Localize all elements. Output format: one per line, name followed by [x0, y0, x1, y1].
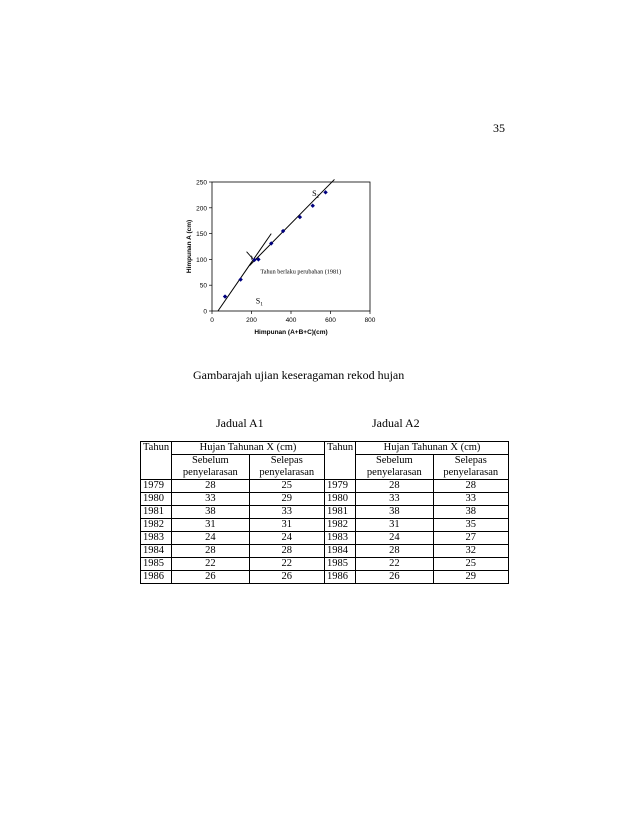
value-cell: 28 [356, 480, 433, 493]
data-point [311, 204, 315, 208]
header-hujan-a2: Hujan Tahunan X (cm) [356, 442, 509, 455]
value-cell: 22 [356, 558, 433, 571]
value-cell: 26 [356, 571, 433, 584]
value-cell: 38 [433, 506, 508, 519]
value-cell: 29 [433, 571, 508, 584]
table-row [141, 480, 509, 493]
table-row [141, 506, 509, 519]
value-cell: 31 [249, 519, 324, 532]
value-cell: 33 [249, 506, 324, 519]
table-row [141, 558, 509, 571]
value-cell: 31 [172, 519, 249, 532]
value-cell: 24 [249, 532, 324, 545]
value-cell: 28 [356, 545, 433, 558]
year-cell: 1986 [324, 571, 355, 584]
value-cell: 24 [356, 532, 433, 545]
x-tick-label: 0 [210, 317, 214, 324]
year-cell: 1981 [141, 506, 172, 519]
year-cell: 1983 [141, 532, 172, 545]
value-cell: 29 [249, 493, 324, 506]
header-selepas-a1: Selepas penyelarasan [249, 455, 324, 480]
table-row [141, 545, 509, 558]
value-cell: 22 [249, 558, 324, 571]
y-axis-label: Himpunan A (cm) [186, 219, 193, 274]
value-cell: 33 [433, 493, 508, 506]
value-cell: 28 [433, 480, 508, 493]
annotation-arrowhead [251, 255, 253, 260]
table-a2-title: Jadual A2 [372, 416, 420, 430]
year-cell: 1979 [141, 480, 172, 493]
year-cell: 1984 [141, 545, 172, 558]
value-cell: 28 [249, 545, 324, 558]
year-cell: 1982 [141, 519, 172, 532]
value-cell: 28 [172, 480, 249, 493]
year-cell: 1979 [324, 480, 355, 493]
y-tick-label: 250 [196, 179, 207, 187]
year-cell: 1980 [141, 493, 172, 506]
value-cell: 35 [433, 519, 508, 532]
value-cell: 26 [172, 571, 249, 584]
table-row [141, 493, 509, 506]
x-tick-label: 800 [364, 317, 376, 324]
value-cell: 27 [433, 532, 508, 545]
year-cell: 1985 [141, 558, 172, 571]
x-tick-label: 600 [325, 317, 336, 324]
value-cell: 25 [249, 480, 324, 493]
year-cell: 1981 [324, 506, 355, 519]
header-tahun-a2: Tahun [324, 442, 355, 480]
y-tick-label: 50 [199, 282, 207, 290]
header-sebelum-a2: Sebelum penyelarasan [356, 455, 433, 480]
header-tahun-a1: Tahun [141, 442, 172, 480]
rainfall-table [140, 441, 509, 584]
year-cell: 1986 [141, 571, 172, 584]
label-s2: $S_2$ [312, 188, 320, 200]
value-cell: 32 [433, 545, 508, 558]
plot-area [212, 182, 370, 311]
year-cell: 1980 [324, 493, 355, 506]
value-cell: 33 [356, 493, 433, 506]
x-tick-label: 200 [246, 317, 257, 324]
value-cell: 38 [356, 506, 433, 519]
label-s1: $S_1$ [255, 296, 264, 308]
year-cell: 1983 [324, 532, 355, 545]
year-cell: 1982 [324, 519, 355, 532]
header-sebelum-a1: Sebelum penyelarasan [172, 455, 249, 480]
value-cell: 38 [172, 506, 249, 519]
y-tick-label: 0 [203, 308, 207, 316]
table-row [141, 571, 509, 584]
value-cell: 24 [172, 532, 249, 545]
year-cell: 1984 [324, 545, 355, 558]
y-tick-label: 150 [196, 231, 207, 239]
value-cell: 26 [249, 571, 324, 584]
fit-line [250, 179, 335, 265]
table-a1-title: Jadual A1 [216, 416, 264, 430]
value-cell: 33 [172, 493, 249, 506]
x-axis-label: Himpunan (A+B+C)(cm) [254, 329, 328, 336]
value-cell: 25 [433, 558, 508, 571]
figure-caption: Gambarajah ujian keseragaman rekod hujan [193, 368, 405, 382]
year-cell: 1985 [324, 558, 355, 571]
annotation-text: Tahun berlaku perubahan (1981) [260, 268, 342, 276]
table-row [141, 532, 509, 545]
value-cell: 31 [356, 519, 433, 532]
y-tick-label: 200 [196, 205, 207, 213]
x-tick-label: 400 [285, 317, 297, 324]
value-cell: 28 [172, 545, 249, 558]
data-point [323, 190, 327, 194]
table-row [141, 519, 509, 532]
table-header-row [141, 442, 509, 455]
header-selepas-a2: Selepas penyelarasan [433, 455, 508, 480]
header-hujan-a1: Hujan Tahunan X (cm) [172, 442, 325, 455]
chart-svg [178, 172, 386, 342]
y-tick-label: 100 [196, 256, 207, 264]
consistency-chart [178, 172, 386, 342]
value-cell: 22 [172, 558, 249, 571]
page-number: 35 [493, 121, 505, 135]
